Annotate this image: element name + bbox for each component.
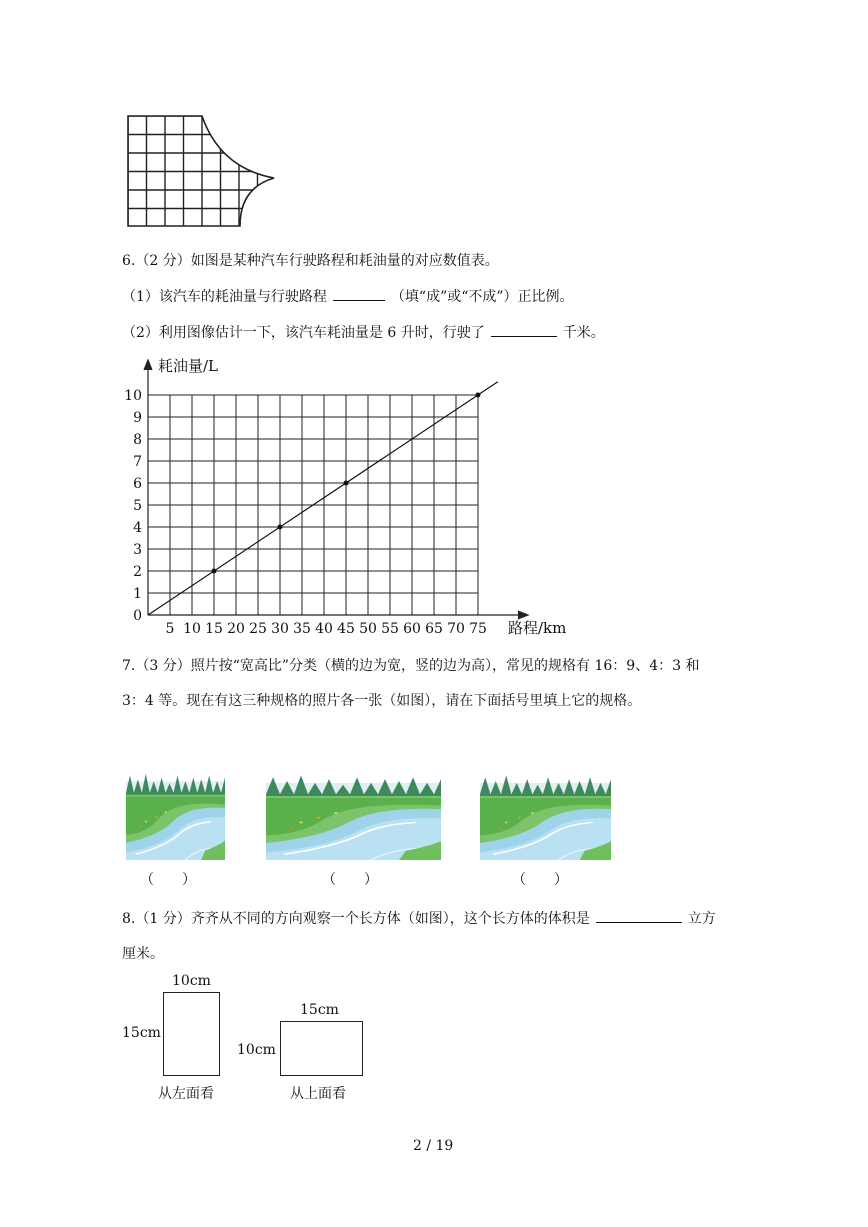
x-tick-label: 75	[469, 621, 487, 637]
left-view-caption: 从左面看	[158, 1086, 214, 1102]
x-tick-label: 30	[271, 621, 289, 637]
x-tick-label: 25	[249, 621, 267, 637]
y-tick-label: 3	[133, 542, 142, 558]
q8-line1-text-b: 立方	[687, 911, 716, 927]
left-view-rectangle	[163, 992, 220, 1076]
y-tick-label: 8	[133, 432, 142, 448]
q6-answer-blank-1[interactable]	[333, 286, 385, 301]
y-tick-label: 7	[133, 454, 142, 470]
q7-line1: 7.（3 分）照片按“宽高比”分类（横的边为宽，竖的边为高），常见的规格有 16：9、4：3 和	[122, 658, 700, 674]
x-tick-label: 15	[205, 621, 223, 637]
q6-answer-blank-2[interactable]	[491, 322, 557, 337]
y-axis-label: 耗油量/L	[158, 357, 219, 375]
left-view-top-label: 10cm	[172, 973, 211, 989]
q8-line1	[122, 908, 716, 928]
top-view-top-label: 15cm	[300, 1002, 339, 1018]
data-point	[278, 525, 283, 530]
q6-part2-text-b: 千米。	[562, 325, 605, 341]
x-tick-label: 35	[293, 621, 311, 637]
data-point	[344, 481, 349, 486]
x-tick-label: 20	[227, 621, 245, 637]
x-tick-label: 70	[447, 621, 465, 637]
q6-part2	[122, 322, 605, 342]
q8-answer-blank[interactable]	[596, 908, 682, 923]
q6-part2-text-a: （2）利用图像估计一下，该汽车耗油量是 6 升时，行驶了	[122, 325, 485, 341]
x-tick-label: 40	[315, 621, 333, 637]
q6-part1	[122, 286, 574, 306]
top-view-caption: 从上面看	[290, 1086, 346, 1102]
q8-line2: 厘米。	[122, 946, 164, 962]
q6-stem: 6.（2 分）如图是某种汽车行驶路程和耗油量的对应数值表。	[122, 253, 499, 269]
fuel-distance-chart	[110, 350, 580, 645]
grid-curve-figure	[120, 108, 285, 233]
y-tick-label: 5	[133, 498, 142, 514]
top-view-rectangle	[280, 1021, 363, 1076]
x-tick-label: 45	[337, 621, 355, 637]
x-axis-arrow	[518, 611, 528, 619]
page-number: 2 / 19	[413, 1138, 454, 1154]
left-view-side-label: 15cm	[122, 1025, 161, 1041]
photo-c	[480, 766, 611, 860]
data-point	[212, 569, 217, 574]
y-tick-label: 0	[133, 608, 142, 624]
data-point	[476, 393, 481, 398]
photo-b	[266, 766, 441, 860]
x-tick-label: 10	[183, 621, 201, 637]
x-tick-label: 65	[425, 621, 443, 637]
y-tick-label: 2	[133, 564, 142, 580]
q7-line2: 3：4 等。现在有这三种规格的照片各一张（如图），请在下面括号里填上它的规格。	[122, 693, 642, 709]
y-tick-label: 4	[133, 520, 142, 536]
y-tick-label: 1	[133, 586, 142, 602]
x-tick-label: 60	[403, 621, 421, 637]
x-axis-label: 路程/km	[508, 619, 567, 637]
y-tick-label: 10	[124, 388, 142, 404]
q8-line1-text-a: 8.（1 分）齐齐从不同的方向观察一个长方体（如图），这个长方体的体积是	[122, 911, 590, 927]
top-view-side-label: 10cm	[237, 1042, 276, 1058]
photo-a-answer[interactable]: （ ）	[140, 872, 196, 888]
q6-part1-text-b: （填“成”或“不成”）正比例。	[390, 289, 574, 305]
x-tick-label: 55	[381, 621, 399, 637]
y-tick-label: 6	[133, 476, 142, 492]
photo-b-answer[interactable]: （ ）	[322, 872, 378, 888]
x-tick-label: 5	[165, 621, 175, 637]
q6-part1-text-a: （1）该汽车的耗油量与行驶路程	[122, 289, 327, 305]
photo-a	[126, 764, 225, 860]
photo-c-answer[interactable]: （ ）	[512, 872, 568, 888]
y-tick-label: 9	[133, 410, 142, 426]
y-axis-arrow	[144, 360, 152, 370]
x-tick-label: 50	[359, 621, 377, 637]
